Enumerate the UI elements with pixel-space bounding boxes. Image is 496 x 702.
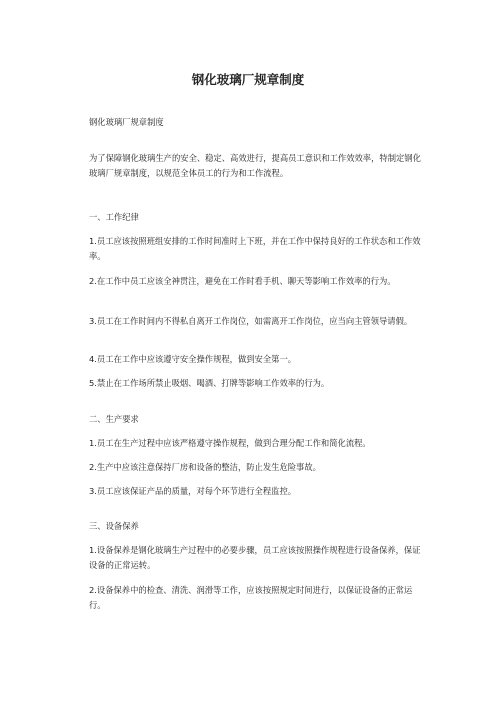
production-item-3: 3.员工应该保证产品的质量，对每个环节进行全程监控。: [89, 486, 297, 496]
intro-paragraph: 为了保障钢化玻璃生产的安全、稳定、高效进行，提高员工意识和工作效效率，特制定钢化玻璃厂规章制度，以规范全体员工的行为和工作流程。: [89, 153, 421, 178]
discipline-item-1: 1.员工应该按照班组安排的工作时间准时上下班，并在工作中保持良好的工作状态和工作效率。: [89, 236, 421, 261]
production-item-2: 2.生产中应该注意保持厂房和设备的整洁，防止发生危险事故。: [89, 462, 321, 472]
maintenance-item-2: 2.设备保养中的检查、清洗、润滑等工作，应该按照规定时间进行，以保证设备的正常运行。: [89, 585, 413, 610]
discipline-item-4: 4.员工在工作中应该遵守安全操作规程，做到安全第一。: [89, 354, 297, 364]
discipline-item-2: 2.在工作中员工应该全神贯注，避免在工作时看手机、聊天等影响工作效率的行为。: [89, 276, 396, 286]
section-heading-discipline: 一、工作纪律: [89, 212, 139, 222]
discipline-item-5: 5.禁止在工作场所禁止吸烟、喝酒、打牌等影响工作效率的行为。: [89, 378, 330, 388]
production-item-1: 1.员工在生产过程中应该严格遵守操作规程，做到合理分配工作和简化流程。: [89, 438, 371, 448]
document-subtitle: 钢化玻璃厂规章制度: [89, 117, 164, 127]
document-title: 钢化玻璃厂规章制度: [191, 72, 305, 87]
section-heading-production: 二、生产要求: [89, 414, 139, 424]
maintenance-item-1: 1.设备保养是钢化玻璃生产过程中的必要步骤，员工应该按照操作规程进行设备保养，保证设备的正常运转。: [89, 545, 421, 570]
section-heading-maintenance: 三、设备保养: [89, 521, 139, 531]
discipline-item-3: 3.员工在工作时间内不得私自离开工作岗位，如需离开工作岗位，应当向主管领导请假。: [89, 316, 413, 326]
